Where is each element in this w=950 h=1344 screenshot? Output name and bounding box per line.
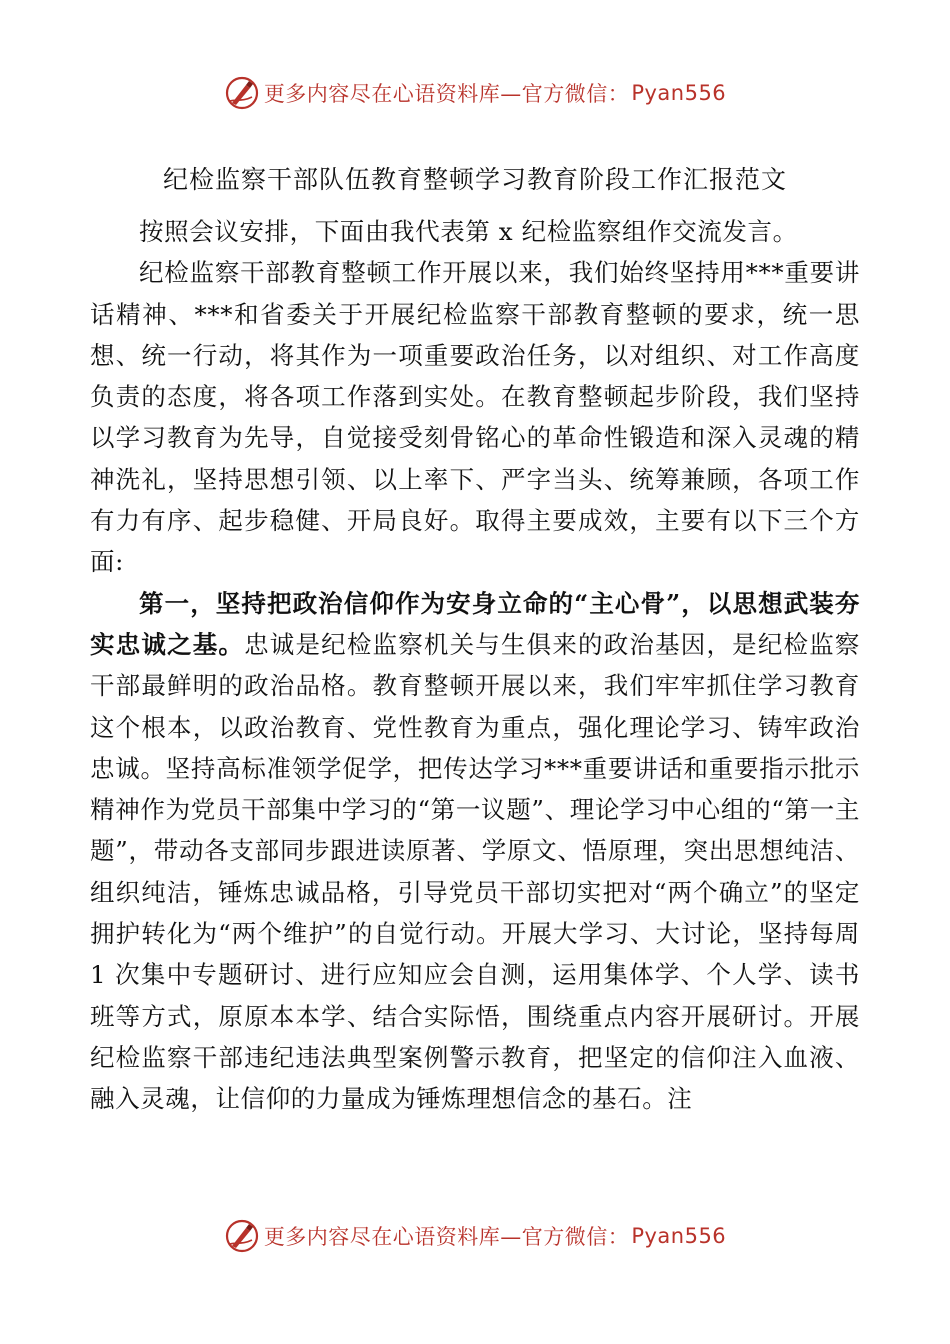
paragraph-1: 纪检监察干部教育整顿工作开展以来，我们始终坚持用***重要讲话精神、***和省委关于开展纪检监察干部教育整顿的要求，统一思想、统一行动，将其作为一项重要政治任务，以对组织、对工作高度负责的态度，将各项工作落到实处。在教育整顿起步阶段，我们坚持以学习教育为先导，自觉接受刻骨铭心的革命性锻造和深入灵魂的精神洗礼，坚持思想引领、以上率下、严字当头、统筹兼顾，各项工作有力有序、起步稳健、开局良好。取得主要成效，主要有以下三个方面: [90, 258, 860, 577]
document-body [90, 211, 860, 1120]
wechat-id: Pyan556 [631, 81, 727, 105]
wechat-id: Pyan556 [631, 1224, 727, 1248]
footer-banner [0, 1214, 950, 1258]
pen-logo-icon [224, 75, 260, 111]
intro-paragraph: 按照会议安排，下面由我代表第 x 纪检监察组作交流发言。 [139, 217, 798, 246]
section-1-body: 忠诚是纪检监察机关与生俱来的政治基因，是纪检监察干部最鲜明的政治品格。教育整顿开展以来，我们牢牢抓住学习教育这个根本，以政治教育、党性教育为重点，强化理论学习、铸牢政治忠诚。坚持高标准领学促学，把传达学习***重要讲话和重要指示批示精神作为党员干部集中学习的“第一议题”、理论学习中心组的“第一主题”，带动各支部同步跟进读原著、学原文、悟原理，突出思想纯洁、组织纯洁，锤炼忠诚品格，引导党员干部切实把对“两个确立”的坚定拥护转化为“两个维护”的自觉行动。开展大学习、大讨论，坚持每周 1 次集中专题研讨、进行应知应会自测，运用集体学、个人学、读书班等方式，原原本本学、结合实际悟，围绕重点内容开展研讨。开展纪检监察干部违纪违法典型案例警示教育，把坚定的信仰注入血液、融入灵魂，让信仰的力量成为锤炼理想信念的基石。注 [90, 629, 860, 1114]
banner-text: 更多内容尽在心语资料库—官方微信： [263, 1225, 630, 1249]
section-1-heading: 第一，坚持把政治信仰作为安身立命的“主心骨”，以思想武装夯实忠诚之基。 [90, 588, 860, 659]
pen-logo-icon [224, 1218, 260, 1254]
header-banner [0, 71, 950, 115]
section-1-paragraph [90, 583, 860, 1120]
page-title: 纪检监察干部队伍教育整顿学习教育阶段工作汇报范文 [162, 165, 787, 194]
banner-text: 更多内容尽在心语资料库—官方微信： [263, 82, 630, 106]
